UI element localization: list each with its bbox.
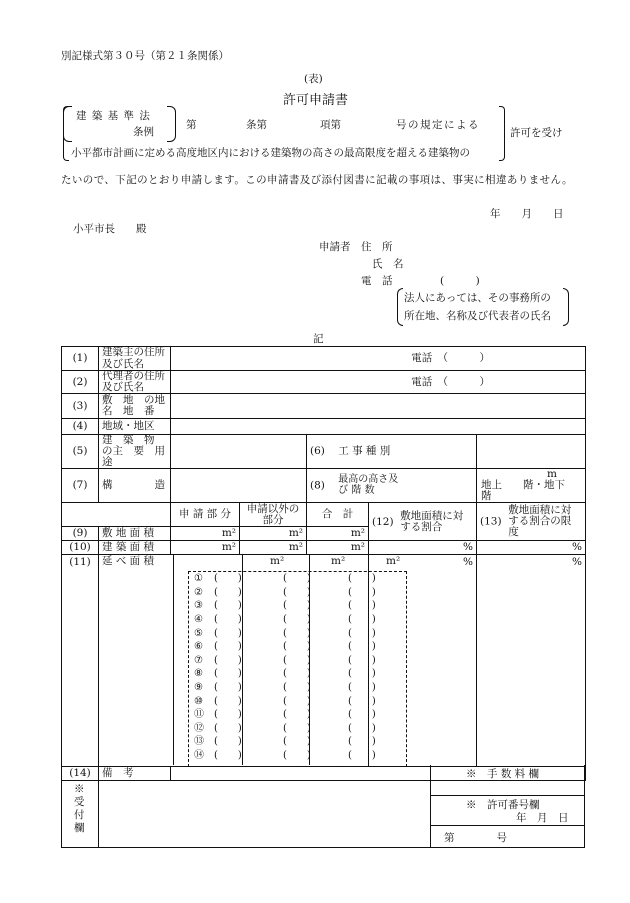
floor-number: ⑤ <box>194 627 203 639</box>
floor-ratio[interactable]: % <box>369 555 477 767</box>
floor-area-apply-unit: m² <box>270 555 285 568</box>
applicant-label: 申請者 <box>319 241 351 253</box>
floor-number: ⑩ <box>194 695 203 707</box>
corporate-note-1: 法人にあっては、その事務所の <box>404 292 551 304</box>
page-title: 許可申請書 <box>283 93 349 108</box>
declaration-text: たいので、下記のとおり申請します。この申請書及び添付図書に記載の事項は、事実に相違ありません。 <box>61 174 573 186</box>
applicant-phone-label: 電 話 <box>361 275 393 287</box>
floor-other-area[interactable]: ( ) <box>283 641 311 653</box>
row-14-label: 備 考 <box>99 767 171 781</box>
floor-other-area[interactable]: ( ) <box>283 681 311 693</box>
floor-number: ⑫ <box>194 722 204 734</box>
row-2-label: 代理者の住所及び氏名 <box>99 371 171 394</box>
row-structure <box>62 469 586 503</box>
floor-number: ④ <box>194 613 203 625</box>
row-10-number: (10) <box>62 541 99 555</box>
floor-other-area[interactable]: ( ) <box>283 736 311 748</box>
row-9-label: 敷 地 面 積 <box>99 527 171 541</box>
receipt-label: ※受付欄 <box>74 783 85 834</box>
floor-number: ⑥ <box>194 641 203 653</box>
floor-other-area[interactable]: ( ) <box>283 613 311 625</box>
floor-other-area[interactable]: ( ) <box>283 586 311 598</box>
height-value[interactable] <box>477 469 586 503</box>
row-13-label: 敷地面積に対する割合の限度 <box>508 504 572 539</box>
agent-phone: 電話 （ ） <box>171 371 586 394</box>
permit-divider <box>430 825 584 826</box>
row-zone <box>62 419 586 435</box>
floor-apply-area[interactable]: ( ) <box>214 586 242 598</box>
floor-total-area[interactable]: ( ) <box>348 722 376 734</box>
row-9-number: (9) <box>62 527 99 541</box>
structure-value[interactable] <box>171 469 307 503</box>
floor-total-area[interactable]: ( ) <box>348 681 376 693</box>
floor-area-block <box>99 555 401 767</box>
ki-heading: 記 <box>313 333 324 345</box>
ratio-header <box>369 503 477 541</box>
floor-apply-area[interactable]: ( ) <box>214 736 242 748</box>
floor-total-area[interactable]: ( ) <box>348 695 376 707</box>
row-12-number: (12) <box>372 515 394 528</box>
office-use-section <box>61 749 585 847</box>
floor-apply-area[interactable]: ( ) <box>214 573 242 585</box>
row-3-label: 敷 地 の地 名 地 番 <box>99 394 171 419</box>
site-area-other[interactable]: m² <box>240 527 307 541</box>
applicant-phone-parens: ( ) <box>440 275 480 287</box>
receipt-label-cell <box>61 765 99 848</box>
row-6-label: 工 事 種 別 <box>338 445 391 458</box>
site-area-total[interactable]: m² <box>307 527 369 541</box>
work-type-value[interactable] <box>477 435 586 469</box>
applicant-name-label: 氏 名 <box>372 258 404 270</box>
zone-value[interactable] <box>171 419 586 435</box>
row-6-number: (6) <box>310 445 325 458</box>
floor-total-area[interactable]: ( ) <box>348 736 376 748</box>
floor-other-area[interactable]: ( ) <box>283 668 311 680</box>
floor-other-area[interactable]: ( ) <box>283 627 311 639</box>
kou-label: 項第 <box>320 119 341 131</box>
floor-apply-area[interactable]: ( ) <box>214 749 242 761</box>
outer-left-bracket <box>63 106 69 161</box>
office-fields <box>430 765 585 848</box>
row-2-number: (2) <box>62 371 99 394</box>
col-apply-header: 申 請 部 分 <box>171 503 240 527</box>
floor-area-other-unit: m² <box>331 555 346 568</box>
receipt-area[interactable] <box>98 765 431 848</box>
floor-other-area[interactable]: ( ) <box>283 600 311 612</box>
floor-number: ⑧ <box>194 668 203 680</box>
floor-apply-area[interactable]: ( ) <box>214 654 242 666</box>
floor-number: ⑦ <box>194 654 203 666</box>
note-right-bracket <box>563 288 569 326</box>
floor-number: ⑪ <box>194 709 204 721</box>
form-reference: 別記様式第３０号（第２１条関係） <box>61 50 229 62</box>
site-area-apply[interactable]: m² <box>171 527 240 541</box>
floor-total-area[interactable]: ( ) <box>348 627 376 639</box>
permit-header-cell <box>430 796 584 810</box>
row-5-label: 建 築 物 の主 要 用 途 <box>99 435 171 469</box>
row-14-number: (14) <box>62 767 99 781</box>
row-site <box>62 394 586 419</box>
floor-total-area[interactable]: ( ) <box>348 709 376 721</box>
floor-apply-area[interactable]: ( ) <box>214 668 242 680</box>
building-ratio-limit[interactable]: % <box>477 541 586 555</box>
floor-other-area[interactable]: ( ) <box>283 722 311 734</box>
law-name: 建 築 基 準 法 <box>76 110 151 122</box>
floor-total-area[interactable]: ( ) <box>348 654 376 666</box>
floor-number: ⑭ <box>194 749 204 761</box>
floor-total-area[interactable]: ( ) <box>348 600 376 612</box>
application-date: 年 月 日 <box>490 208 564 220</box>
building-area-total[interactable]: m² <box>307 541 369 555</box>
floor-other-area[interactable]: ( ) <box>283 709 311 721</box>
row-10-label: 建 築 面 積 <box>99 541 171 555</box>
floor-apply-area[interactable]: ( ) <box>214 613 242 625</box>
permit-number: 第 号 <box>444 832 507 844</box>
row-building-area <box>62 541 586 555</box>
row-owner <box>62 347 586 371</box>
note-left-bracket <box>397 288 403 326</box>
permit-number-label: ※ 許可番号欄 <box>466 799 540 811</box>
row-5-number: (5) <box>62 435 99 469</box>
row-11-number: (11) <box>62 555 99 767</box>
row-8-label: 最高の高さ及 び 階 数 <box>338 474 399 496</box>
fee-value[interactable] <box>430 781 584 796</box>
floor-other-area[interactable]: ( ) <box>283 654 311 666</box>
floor-apply-area[interactable]: ( ) <box>214 695 242 707</box>
floor-number: ② <box>194 586 203 598</box>
floor-total-area[interactable]: ( ) <box>348 749 376 761</box>
height-unit: m <box>547 468 558 481</box>
row-area-header <box>62 503 586 527</box>
use-value[interactable] <box>171 435 307 469</box>
floor-other-area[interactable]: ( ) <box>283 573 311 585</box>
row-7-label: 構 造 <box>99 469 171 503</box>
row-4-number: (4) <box>62 419 99 435</box>
row-13-number: (13) <box>480 515 502 528</box>
work-type-label-cell <box>307 435 477 469</box>
floor-apply-area[interactable]: ( ) <box>214 681 242 693</box>
col-divider-1 <box>173 555 174 765</box>
site-value[interactable] <box>171 394 586 419</box>
floor-area-total-unit: m² <box>386 555 401 568</box>
row-8-number: (8) <box>310 479 325 492</box>
row-11-label: 延 べ 面 積 <box>102 555 155 568</box>
row-3-number: (3) <box>62 394 99 419</box>
floors-value: 地上 階・地下 階 <box>481 479 586 503</box>
fee-label: ※ 手 数 料 欄 <box>466 768 540 780</box>
fee-header-cell <box>430 765 584 781</box>
floor-apply-area[interactable]: ( ) <box>214 709 242 721</box>
floor-ratio-limit[interactable]: % <box>477 555 586 767</box>
floor-total-area[interactable]: ( ) <box>348 641 376 653</box>
floor-number: ① <box>194 573 203 585</box>
row-agent <box>62 371 586 394</box>
height-district-clause: 小平都市計画に定める高度地区内における建築物の高さの最高限度を超える建築物の <box>71 147 470 159</box>
floor-number: ③ <box>194 600 203 612</box>
row-1-label: 建築主の住所及び氏名 <box>99 347 171 371</box>
ordinance-label: 条例 <box>133 126 154 138</box>
article-label: 第 <box>186 119 197 131</box>
building-ratio[interactable]: % <box>369 541 477 555</box>
floor-other-area[interactable]: ( ) <box>283 749 311 761</box>
floor-apply-area[interactable]: ( ) <box>214 641 242 653</box>
floor-apply-area[interactable]: ( ) <box>214 600 242 612</box>
floor-apply-area[interactable]: ( ) <box>214 722 242 734</box>
row-use <box>62 435 586 469</box>
floor-number: ⑬ <box>194 736 204 748</box>
floor-total-area[interactable]: ( ) <box>348 668 376 680</box>
permit-date: 年 月 日 <box>516 812 569 824</box>
floor-total-area[interactable]: ( ) <box>348 586 376 598</box>
floor-other-area[interactable]: ( ) <box>283 695 311 707</box>
height-label-cell <box>307 469 477 503</box>
row-4-label: 地域・地区 <box>99 419 171 435</box>
row-12-label: 敷地面積に対する割合 <box>400 509 464 533</box>
row-7-number: (7) <box>62 469 99 503</box>
floor-apply-area[interactable]: ( ) <box>214 627 242 639</box>
outer-right-bracket <box>499 106 505 161</box>
col-other-header: 申請以外の部分 <box>240 503 307 527</box>
owner-phone: 電話 （ ） <box>171 347 586 371</box>
permit-receive-label: 許可を受け <box>510 127 563 139</box>
corporate-note-2: 所在地、名称及び代表者の氏名 <box>404 310 551 322</box>
addressee: 小平市長 殿 <box>73 223 147 235</box>
application-table <box>61 346 586 781</box>
gou-clause: 号の規定による <box>396 119 480 131</box>
row-1-number: (1) <box>62 347 99 371</box>
applicant-address-label: 住 所 <box>361 241 393 253</box>
jou-label: 条第 <box>246 119 267 131</box>
area-header-blank <box>62 503 171 527</box>
building-area-apply[interactable]: m² <box>171 541 240 555</box>
side-label: (表) <box>304 73 323 85</box>
ratio-limit-header <box>477 503 586 541</box>
floor-total-area[interactable]: ( ) <box>348 573 376 585</box>
row-floor-area <box>62 555 586 767</box>
floor-total-area[interactable]: ( ) <box>348 613 376 625</box>
floor-number: ⑨ <box>194 681 203 693</box>
col-total-header: 合 計 <box>307 503 369 527</box>
right-bracket <box>167 106 176 142</box>
building-area-other[interactable]: m² <box>240 541 307 555</box>
